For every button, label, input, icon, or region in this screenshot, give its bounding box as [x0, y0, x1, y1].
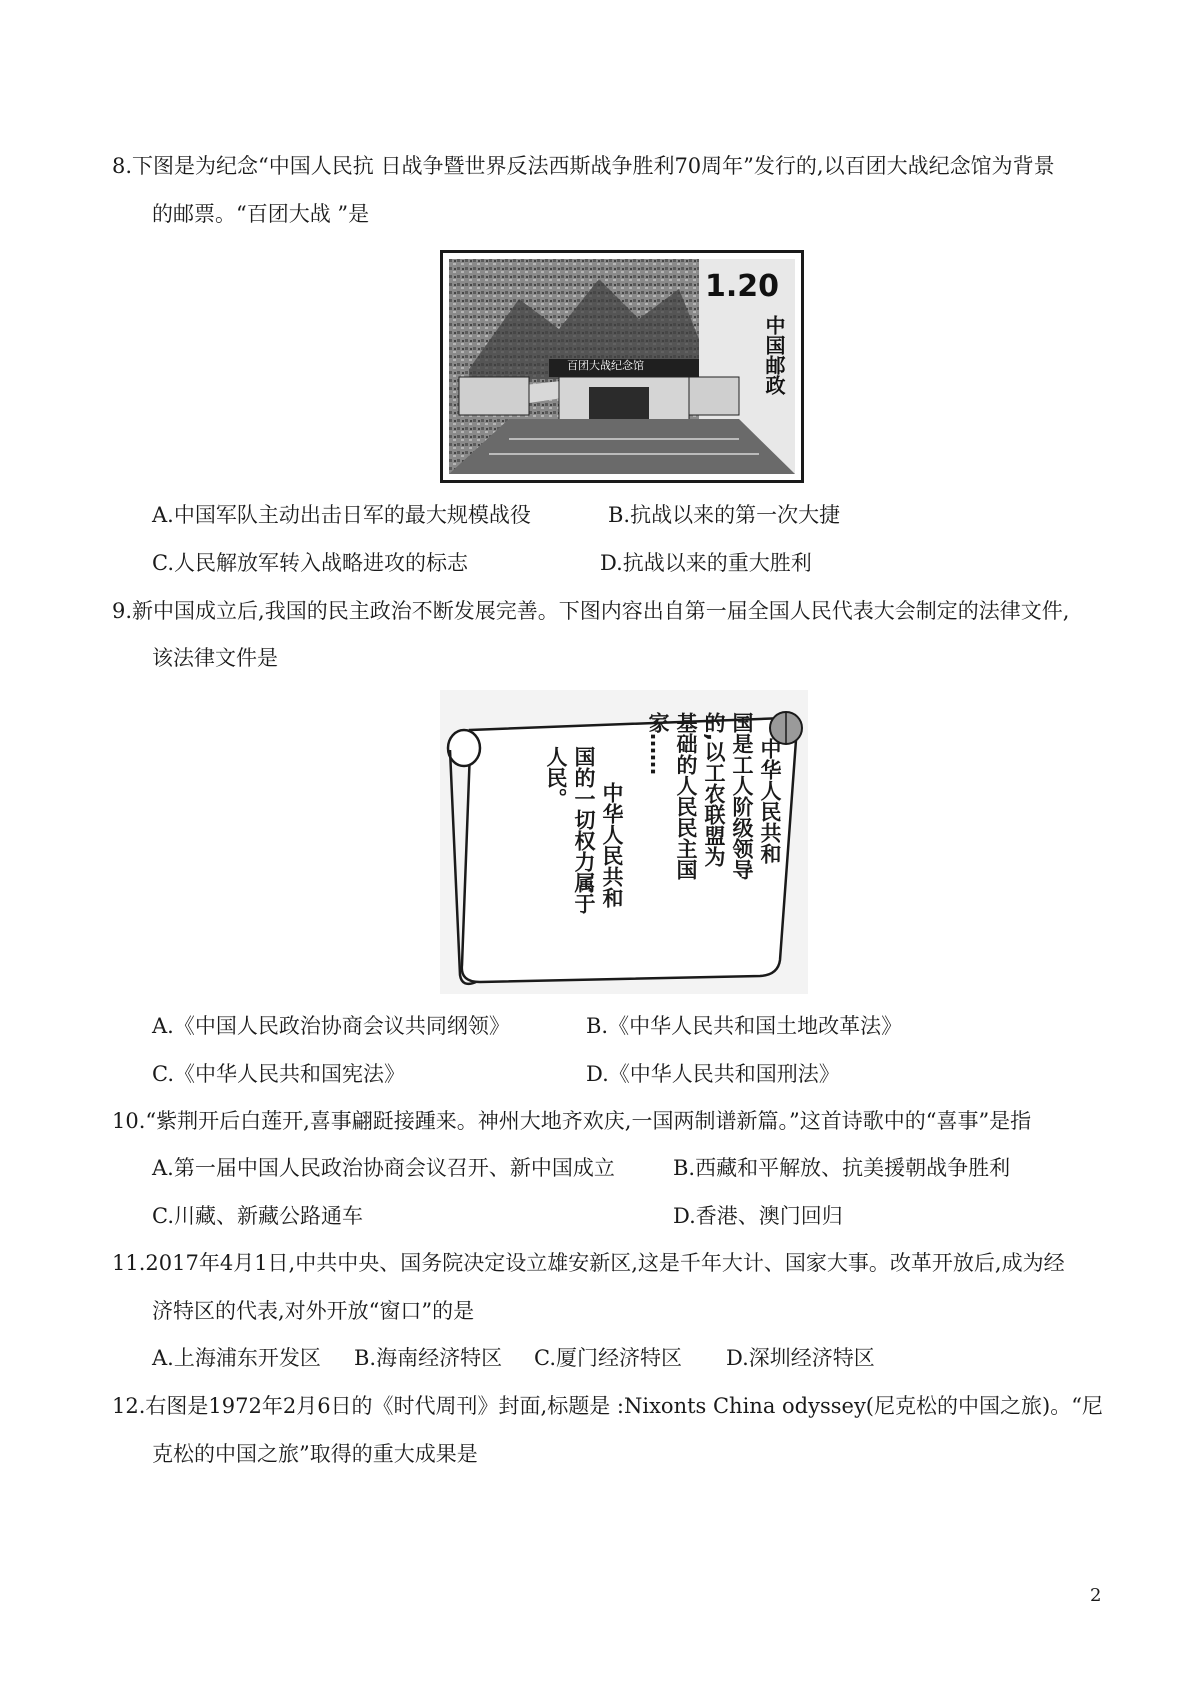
- q9-option-c[interactable]: C.《中华人民共和国宪法》: [152, 1062, 405, 1086]
- q10-option-a[interactable]: A.第一届中国人民政治协商会议召开、新中国成立: [152, 1156, 615, 1180]
- stamp-country-label: 中国邮政: [762, 315, 786, 395]
- q11-option-c[interactable]: C.厦门经济特区: [534, 1346, 682, 1370]
- scroll-text-col-6: 中华人民共和: [600, 782, 624, 908]
- q8-stem-line-2: 的邮票。“百团大战 ”是: [152, 202, 370, 226]
- q8-option-a[interactable]: A.中国军队主动出击日军的最大规模战役: [152, 503, 531, 527]
- q9-stem-line-2: 该法律文件是: [152, 646, 278, 670]
- q9-stem-line-1: 9.新中国成立后,我国的民主政治不断发展完善。下图内容出自第一届全国人民代表大会制定的法律文件,: [112, 599, 1070, 623]
- q9-option-d[interactable]: D.《中华人民共和国刑法》: [586, 1062, 840, 1086]
- q8-stem-line-1: 8.下图是为纪念“中国人民抗 日战争暨世界反法西斯战争胜利70周年”发行的,以百团大战纪念馆为背景: [112, 154, 1055, 178]
- q12-stem-line-2: 克松的中国之旅”取得的重大成果是: [152, 1442, 478, 1466]
- q11-option-a[interactable]: A.上海浦东开发区: [152, 1346, 321, 1370]
- scroll-text-col-7: 国的一切权力属于: [572, 746, 596, 914]
- q11-option-b[interactable]: B.海南经济特区: [354, 1346, 503, 1370]
- scroll-text-col-5: 家……: [646, 712, 670, 775]
- scroll-image: [440, 690, 808, 994]
- q9-option-a[interactable]: A.《中国人民政治协商会议共同纲领》: [152, 1014, 510, 1038]
- q12-stem-line-1: 12.右图是1972年2月6日的《时代周刊》封面,标题是 :Nixonts China odyssey(尼克松的中国之旅)。“尼: [112, 1394, 1103, 1418]
- scroll-text-col-4: 基础的人民民主国: [674, 712, 698, 880]
- stamp-artwork: [449, 259, 795, 474]
- q8-option-b[interactable]: B.抗战以来的第一次大捷: [608, 503, 841, 527]
- q10-option-c[interactable]: C.川藏、新藏公路通车: [152, 1204, 363, 1228]
- q10-stem-line-1: 10.“紫荆开后白莲开,喜事翩跹接踵来。神州大地齐欢庆,一国两制谱新篇。”这首诗歌中的“喜事”是指: [112, 1109, 1032, 1133]
- stamp-denomination: 1.20: [704, 269, 779, 304]
- q8-option-c[interactable]: C.人民解放军转入战略进攻的标志: [152, 551, 468, 575]
- q11-stem-line-1: 11.2017年4月1日,中共中央、国务院决定设立雄安新区,这是千年大计、国家大事。改革开放后,成为经: [112, 1251, 1065, 1275]
- q11-option-d[interactable]: D.深圳经济特区: [726, 1346, 875, 1370]
- page-number: 2: [1090, 1585, 1102, 1606]
- scroll-text-col-8: 人民。: [544, 746, 568, 809]
- scroll-text-col-2: 国是工人阶级领导: [730, 712, 754, 880]
- stamp-image: [440, 250, 804, 483]
- stamp-building-sign: 百团大战纪念馆: [567, 359, 644, 372]
- scroll-text-col-3: 的,以工农联盟为: [702, 712, 726, 867]
- scroll-text-col-1: 中华人民共和: [758, 738, 782, 864]
- q10-option-d[interactable]: D.香港、澳门回归: [673, 1204, 843, 1228]
- q9-option-b[interactable]: B.《中华人民共和国土地改革法》: [586, 1014, 903, 1038]
- q8-option-d[interactable]: D.抗战以来的重大胜利: [600, 551, 812, 575]
- q10-option-b[interactable]: B.西藏和平解放、抗美援朝战争胜利: [673, 1156, 1011, 1180]
- q11-stem-line-2: 济特区的代表,对外开放“窗口”的是: [152, 1299, 475, 1323]
